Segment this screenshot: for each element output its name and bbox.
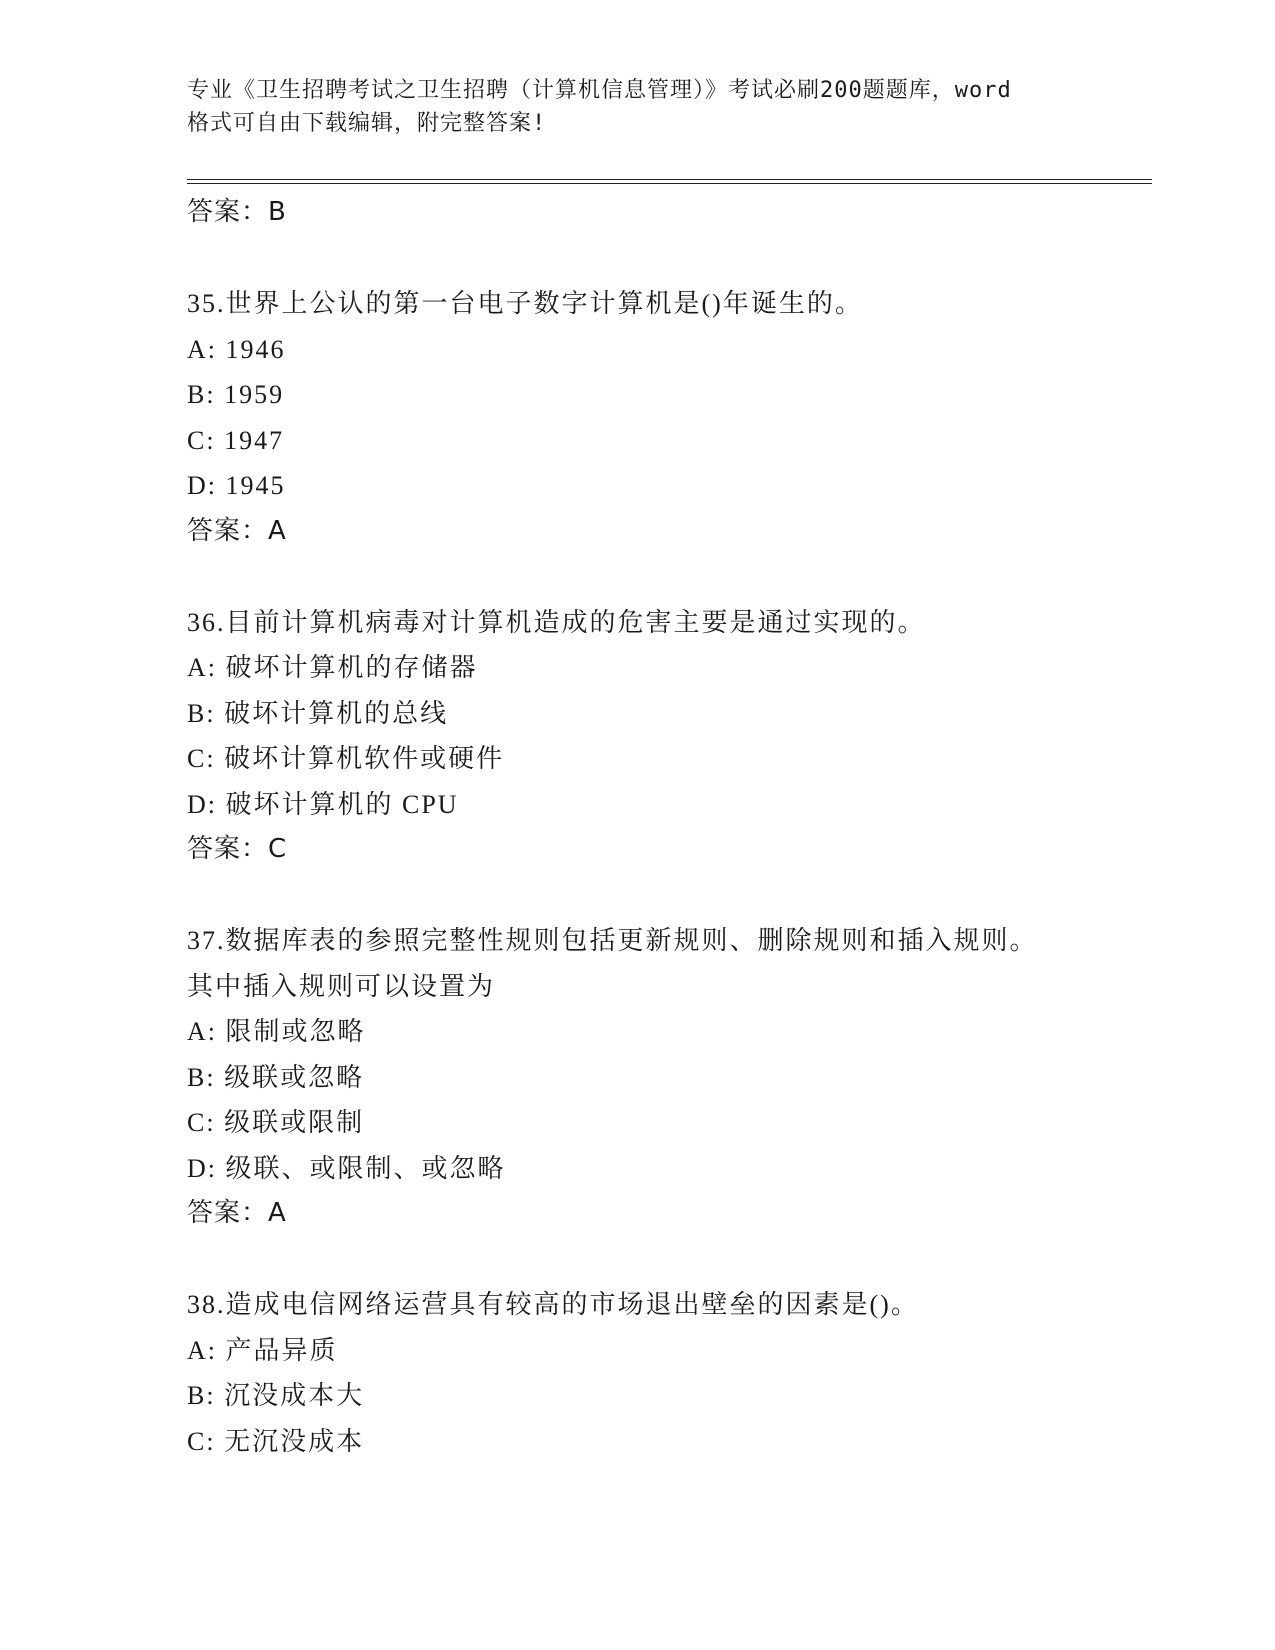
question-36-option-c: C: 破坏计算机软件或硬件 — [187, 744, 505, 773]
question-37-text: 37.数据库表的参照完整性规则包括更新规则、删除规则和插入规则。 — [187, 926, 1038, 955]
question-35-option-a: A: 1946 — [187, 334, 286, 364]
question-list — [187, 190, 1152, 1464]
header-divider-top — [187, 179, 1152, 180]
question-37-option-b: B: 级联或忽略 — [187, 1062, 365, 1092]
question-38-option-c: C: 无沉没成本 — [187, 1426, 365, 1456]
question-37-text-continued: 其中插入规则可以设置为 — [187, 971, 496, 1001]
spacer — [187, 554, 1152, 600]
question-36-option-a: A: 破坏计算机的存储器 — [187, 653, 478, 682]
question-35-option-c: C: 1947 — [187, 425, 285, 455]
question-36-text: 36.目前计算机病毒对计算机造成的危害主要是通过实现的。 — [187, 607, 926, 637]
question-35-answer: 答案：A — [187, 515, 287, 546]
question-36-answer: 答案：C — [187, 834, 288, 864]
header-line-1: 专业《卫生招聘考试之卫生招聘（计算机信息管理）》考试必刷200题题库，word — [187, 78, 1012, 103]
spacer — [187, 873, 1152, 919]
question-36-option-b: B: 破坏计算机的总线 — [187, 698, 449, 728]
document-header — [187, 74, 1087, 140]
question-37-option-a: A: 限制或忽略 — [187, 1017, 366, 1046]
question-38-option-a: A: 产品异质 — [187, 1335, 338, 1365]
previous-answer: 答案：B — [187, 197, 287, 227]
question-38-text: 38.造成电信网络运营具有较高的市场退出壁垒的因素是()。 — [187, 1290, 919, 1319]
question-38-option-b: B: 沉没成本大 — [187, 1381, 365, 1410]
question-36-option-d: D: 破坏计算机的 CPU — [187, 789, 459, 819]
question-35-option-b: B: 1959 — [187, 380, 285, 409]
question-35-option-d: D: 1945 — [187, 471, 286, 500]
header-line-2: 格式可自由下载编辑，附完整答案! — [187, 111, 547, 136]
spacer — [187, 236, 1152, 282]
question-37-option-c: C: 级联或限制 — [187, 1108, 365, 1137]
question-37-answer: 答案：A — [187, 1198, 287, 1228]
header-divider-bottom — [187, 183, 1152, 184]
spacer — [187, 1237, 1152, 1283]
question-37-option-d: D: 级联、或限制、或忽略 — [187, 1153, 506, 1183]
question-35-text: 35.世界上公认的第一台电子数字计算机是()年诞生的。 — [187, 289, 863, 318]
